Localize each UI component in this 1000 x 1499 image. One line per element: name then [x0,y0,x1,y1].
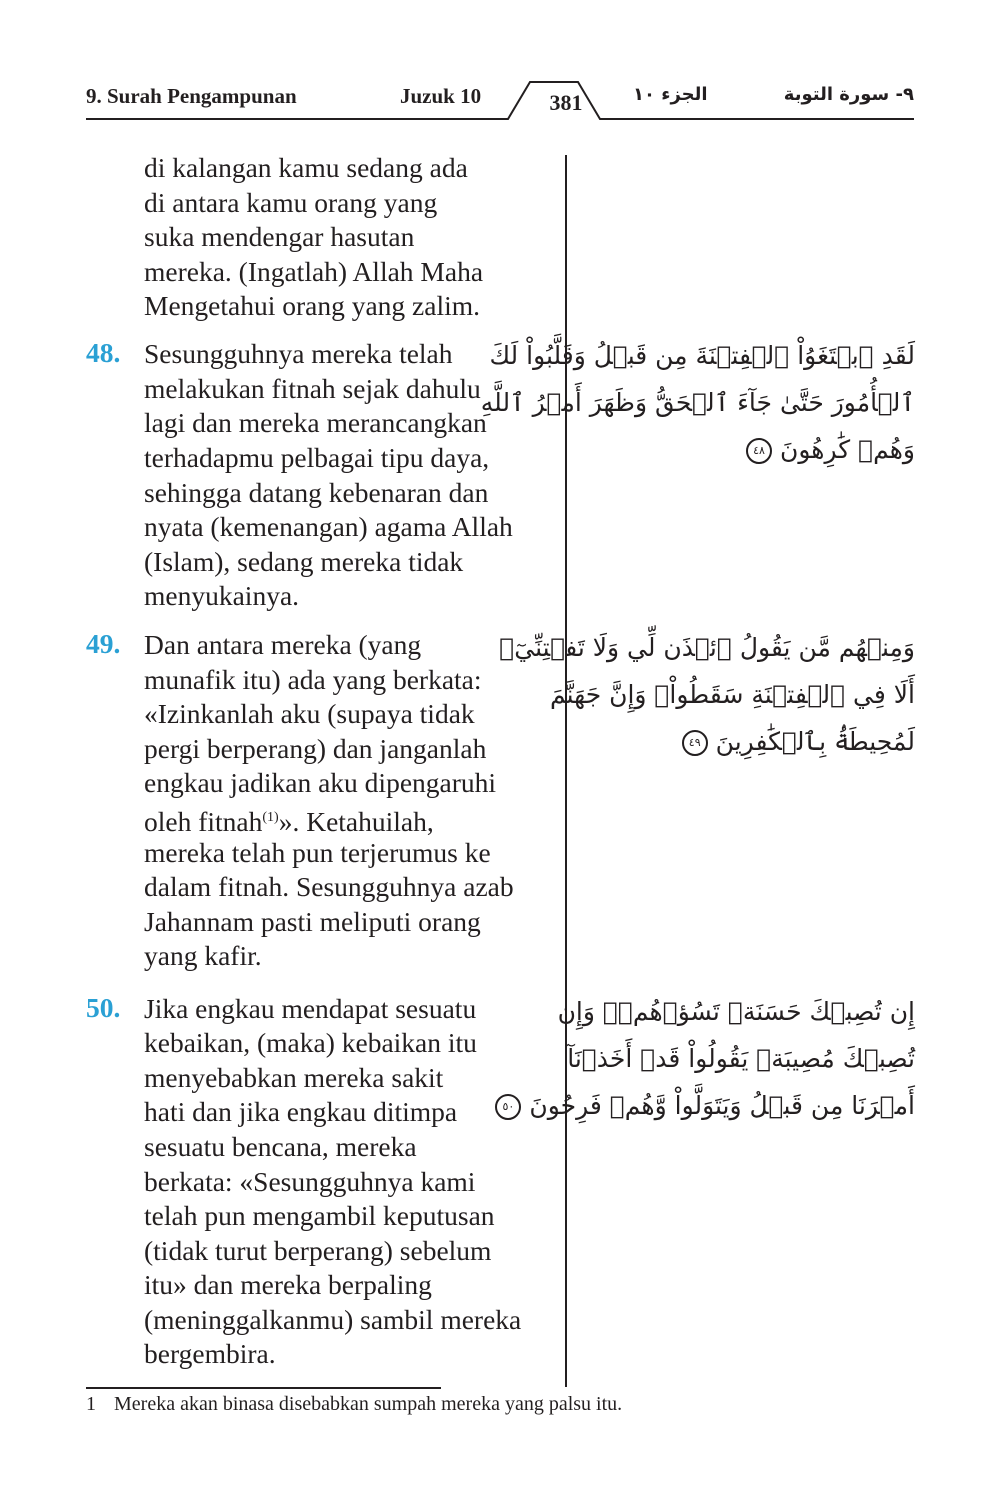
verse-50-line: itu» dan mereka berpaling [144,1269,432,1300]
header-juz-arabic: الجزء ١٠ [633,84,708,105]
verse-50-line: berkata: «Sesungguhnya kami [144,1166,476,1197]
verse-48-line: melakukan fitnah sejak dahulu [144,373,481,404]
verse-number-49: 49. [86,628,121,659]
verse-49-line [144,801,434,840]
verse-50-line: bergembira. [144,1338,276,1369]
arabic-line [585,426,915,473]
header-surah-arabic: ٩- سورة التوبة [783,84,914,105]
arabic-verse-49 [499,624,915,765]
footnote-number: 1 [86,1393,96,1415]
arabic-line-text: لَمُحِيطَةُۢ بِٱلۡكَٰفِرِينَ [715,727,915,756]
footnote-rule [86,1387,441,1389]
footnote-ref[interactable]: (1) [262,810,279,825]
ayah-marker-icon: ٤٩ [682,730,708,756]
verse-50-line: telah pun mengambil keputusan [144,1200,495,1231]
verse-50-line: menyebabkan mereka sakit [144,1062,444,1093]
verse-49-line: yang kafir. [144,940,262,971]
header-juz-label: Juzuk 10 [400,84,482,108]
verse-49-line-text: oleh fitnah [144,806,263,838]
verse-50-line: kebaikan, (maka) kebaikan itu [144,1027,477,1058]
verse-50-line: hati dan jika engkau ditimpa [144,1096,458,1127]
continuation-line: mereka. (Ingatlah) Allah Maha [144,256,484,287]
arabic-line: ٱلۡأُمُورَ حَتَّىٰ جَآءَ ٱلۡحَقُّ وَظَهَرَ أَمۡرُ ٱللَّهِ [480,388,915,417]
arabic-line [502,1082,915,1129]
continuation-line: di kalangan kamu sedang ada [144,152,468,183]
verse-48-line: terhadapmu pelbagai tipu daya, [144,442,490,473]
ayah-marker-icon: ٥٠ [495,1094,521,1120]
verse-49-line-tail: ». Ketahuilah, [278,806,434,838]
verse-50-line: (meninggalkanmu) sambil mereka [144,1304,522,1335]
verse-48-line: sehingga datang kebenaran dan [144,477,489,508]
verse-number-50: 50. [86,992,121,1023]
verse-48-line: nyata (kemenangan) agama Allah [144,511,513,542]
verse-49-line: munafik itu) ada yang berkata: [144,664,482,695]
verse-49-line: Dan antara mereka (yang [144,629,422,660]
footnote-text: Mereka akan binasa disebabkan sumpah mereka yang palsu itu. [114,1393,623,1415]
verse-49-line: «Izinkanlah aku (supaya tidak [144,698,475,729]
arabic-line: وَمِنۡهُم مَّن يَقُولُ ٱئۡذَن لِّي وَلَا تَفۡتِنِّيٓۚ [499,633,915,662]
header-surah-title: 9. Surah Pengampunan [86,84,297,108]
verse-48-line: Sesungguhnya mereka telah [144,338,453,369]
arabic-line: أَلَا فِي ٱلۡفِتۡنَةِ سَقَطُواْۗ وَإِنَّ جَهَنَّمَ [550,680,915,709]
verse-49-line: mereka telah pun terjerumus ke [144,837,491,868]
arabic-line [585,718,915,765]
verse-48-line: (Islam), sedang mereka tidak [144,546,464,577]
verse-49-line: dalam fitnah. Sesungguhnya azab [144,871,514,902]
verse-48-line: lagi dan mereka merancangkan [144,407,487,438]
continuation-line: suka mendengar hasutan [144,221,415,252]
verse-48-line: menyukainya. [144,580,300,611]
verse-50-line: (tidak turut berperang) sebelum [144,1235,492,1266]
arabic-verse-50 [502,988,915,1129]
verse-49-line: Jahannam pasti meliputi orang [144,906,481,937]
header-rule [0,0,1000,130]
arabic-line: إِن تُصِبۡكَ حَسَنَةٞ تَسُؤۡهُمۡۖ وَإِن [557,997,915,1026]
arabic-verse-48 [480,332,915,473]
verse-49-line: pergi berperang) dan janganlah [144,733,487,764]
footnote [86,1393,622,1416]
arabic-line-text: أَمۡرَنَا مِن قَبۡلُ وَيَتَوَلَّواْ وَّهُمۡ فَرِحُونَ [529,1091,915,1120]
verse-50-line: Jika engkau mendapat sesuatu [144,993,477,1024]
arabic-line: لَقَدِ ٱبۡتَغَوُاْ ٱلۡفِتۡنَةَ مِن قَبۡلُ وَقَلَّبُواْ لَكَ [489,341,915,370]
arabic-line-text: وَهُمۡ كَٰرِهُونَ [780,435,915,464]
verse-number-48: 48. [86,337,121,368]
arabic-line: تُصِبۡكَ مُصِيبَةٞ يَقُولُواْ قَدۡ أَخَذۡنَآ [567,1044,915,1073]
continuation-line: Mengetahui orang yang zalim. [144,290,481,321]
verse-50-line: sesuatu bencana, mereka [144,1131,417,1162]
page-number: 381 [549,90,583,115]
verse-49-line: engkau jadikan aku dipengaruhi [144,767,497,798]
ayah-marker-icon: ٤٨ [746,438,772,464]
continuation-line: di antara kamu orang yang [144,187,438,218]
